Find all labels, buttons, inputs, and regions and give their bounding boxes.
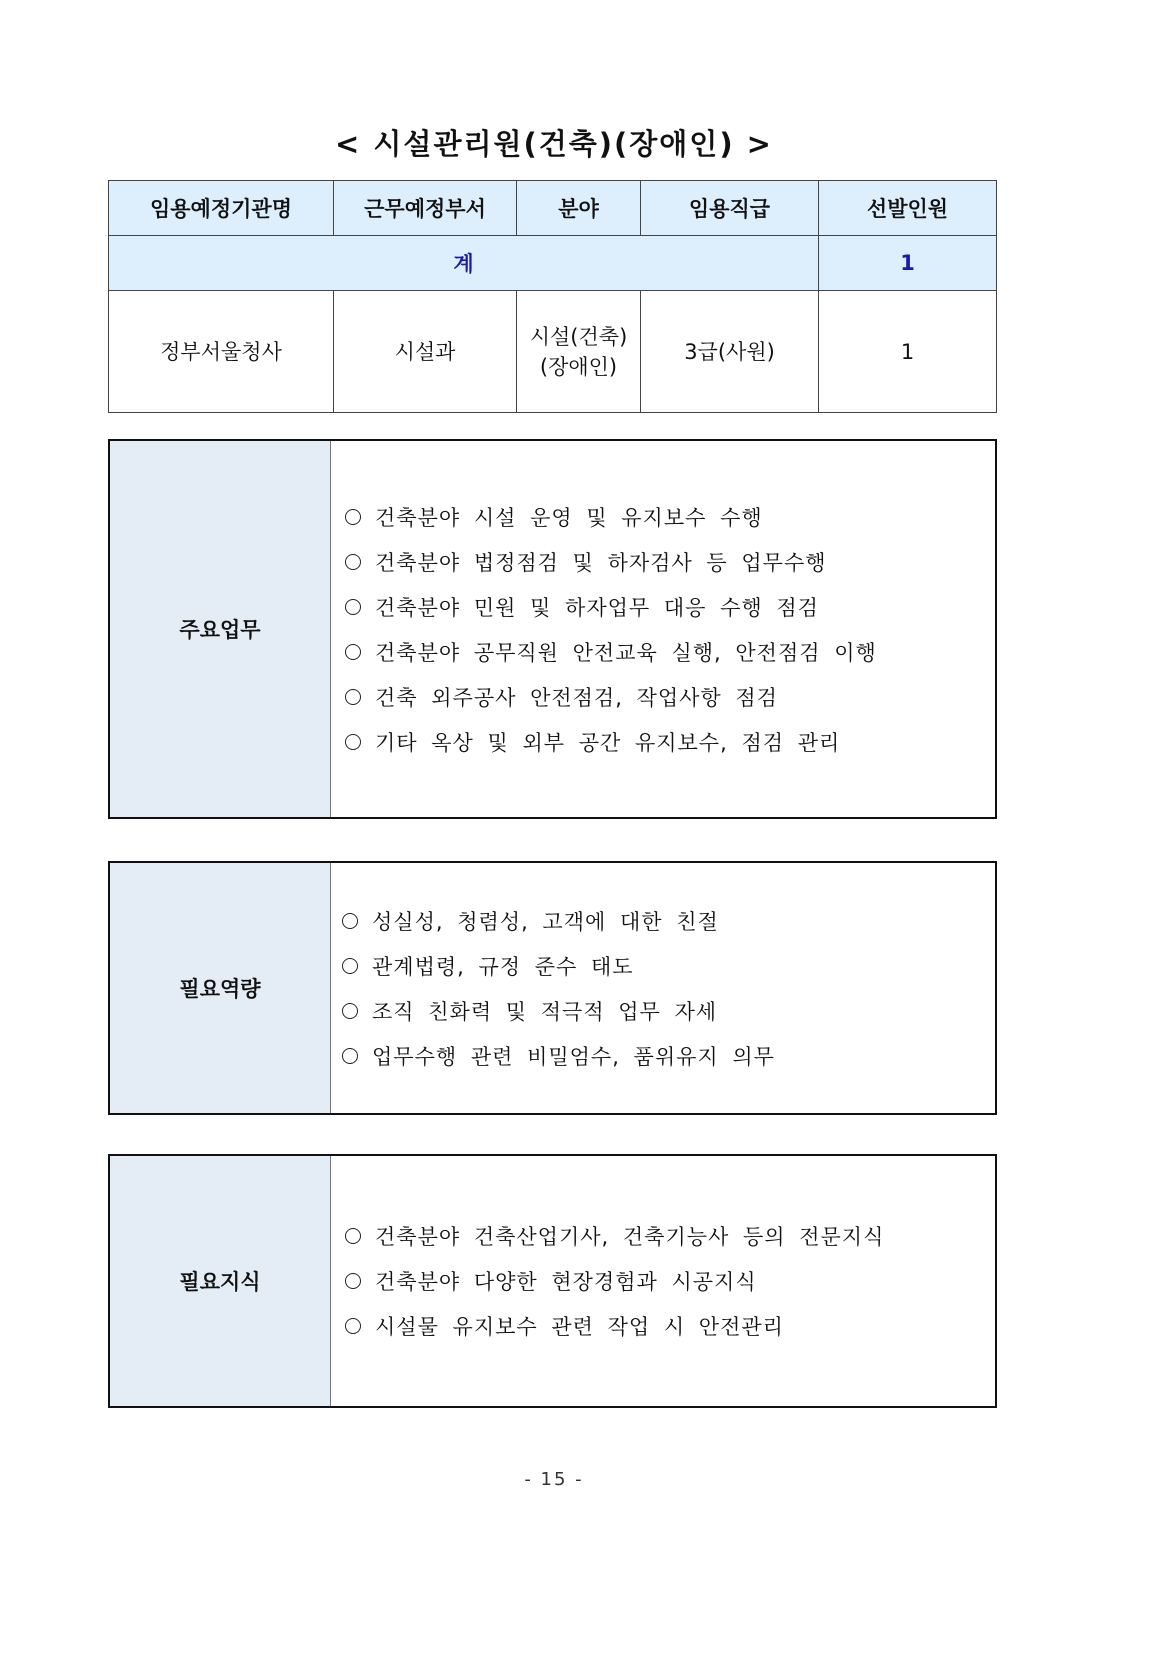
- list-item: 관계법령, 규정 준수 태도: [342, 943, 995, 988]
- section-content: [331, 1156, 995, 1406]
- list-item: 건축분야 법정점검 및 하자검사 등 업무수행: [345, 539, 995, 584]
- circle-bullet-icon: [345, 509, 361, 525]
- header-field: 분야: [517, 181, 641, 236]
- header-grade: 임용직급: [641, 181, 819, 236]
- section-label: 주요업무: [110, 441, 331, 817]
- list-item: 건축분야 다양한 현장경험과 시공지식: [345, 1259, 995, 1304]
- page-title: < 시설관리원(건축)(장애인) >: [335, 127, 773, 161]
- page-number: - 15 -: [524, 1469, 584, 1490]
- cell-grade: 3급(사원): [641, 291, 819, 413]
- section-content: [331, 863, 995, 1113]
- section-content: [331, 441, 995, 817]
- cell-field-line2: (장애인): [539, 354, 618, 379]
- list-item: 기타 옥상 및 외부 공간 유지보수, 점검 관리: [345, 719, 995, 764]
- recruitment-table: [108, 180, 997, 413]
- total-label: 계: [109, 236, 819, 291]
- circle-bullet-icon: [345, 734, 361, 750]
- circle-bullet-icon: [342, 1003, 358, 1019]
- list-item: 건축분야 시설 운영 및 유지보수 수행: [345, 494, 995, 539]
- section-main-duties: [108, 439, 997, 819]
- cell-department: 시설과: [334, 291, 517, 413]
- circle-bullet-icon: [342, 913, 358, 929]
- header-department: 근무예정부서: [334, 181, 517, 236]
- cell-field: [517, 291, 641, 413]
- cell-agency: 정부서울청사: [109, 291, 334, 413]
- circle-bullet-icon: [345, 1318, 361, 1334]
- circle-bullet-icon: [345, 554, 361, 570]
- total-row: [109, 236, 997, 291]
- circle-bullet-icon: [345, 689, 361, 705]
- header-agency: 임용예정기관명: [109, 181, 334, 236]
- list-item: 성실성, 청렴성, 고객에 대한 친절: [342, 898, 995, 943]
- section-label: 필요역량: [110, 863, 331, 1113]
- list-item: 조직 친화력 및 적극적 업무 자세: [342, 988, 995, 1033]
- list-item: 업무수행 관련 비밀엄수, 품위유지 의무: [342, 1033, 995, 1078]
- circle-bullet-icon: [342, 958, 358, 974]
- circle-bullet-icon: [345, 1273, 361, 1289]
- list-item: 건축분야 공무직원 안전교육 실행, 안전점검 이행: [345, 629, 995, 674]
- circle-bullet-icon: [342, 1048, 358, 1064]
- list-item: 건축분야 민원 및 하자업무 대응 수행 점검: [345, 584, 995, 629]
- section-required-knowledge: [108, 1154, 997, 1408]
- section-label: 필요지식: [110, 1156, 331, 1406]
- table-header-row: [109, 181, 997, 236]
- list-item: 건축분야 건축산업기사, 건축기능사 등의 전문지식: [345, 1214, 995, 1259]
- list-item: 시설물 유지보수 관련 작업 시 안전관리: [345, 1304, 995, 1349]
- circle-bullet-icon: [345, 1228, 361, 1244]
- cell-field-line1: 시설(건축): [529, 324, 628, 349]
- header-count: 선발인원: [819, 181, 997, 236]
- section-required-competencies: [108, 861, 997, 1115]
- total-count: 1: [819, 236, 997, 291]
- list-item: 건축 외주공사 안전점검, 작업사항 점검: [345, 674, 995, 719]
- table-row: [109, 291, 997, 413]
- circle-bullet-icon: [345, 599, 361, 615]
- cell-count: 1: [819, 291, 997, 413]
- circle-bullet-icon: [345, 644, 361, 660]
